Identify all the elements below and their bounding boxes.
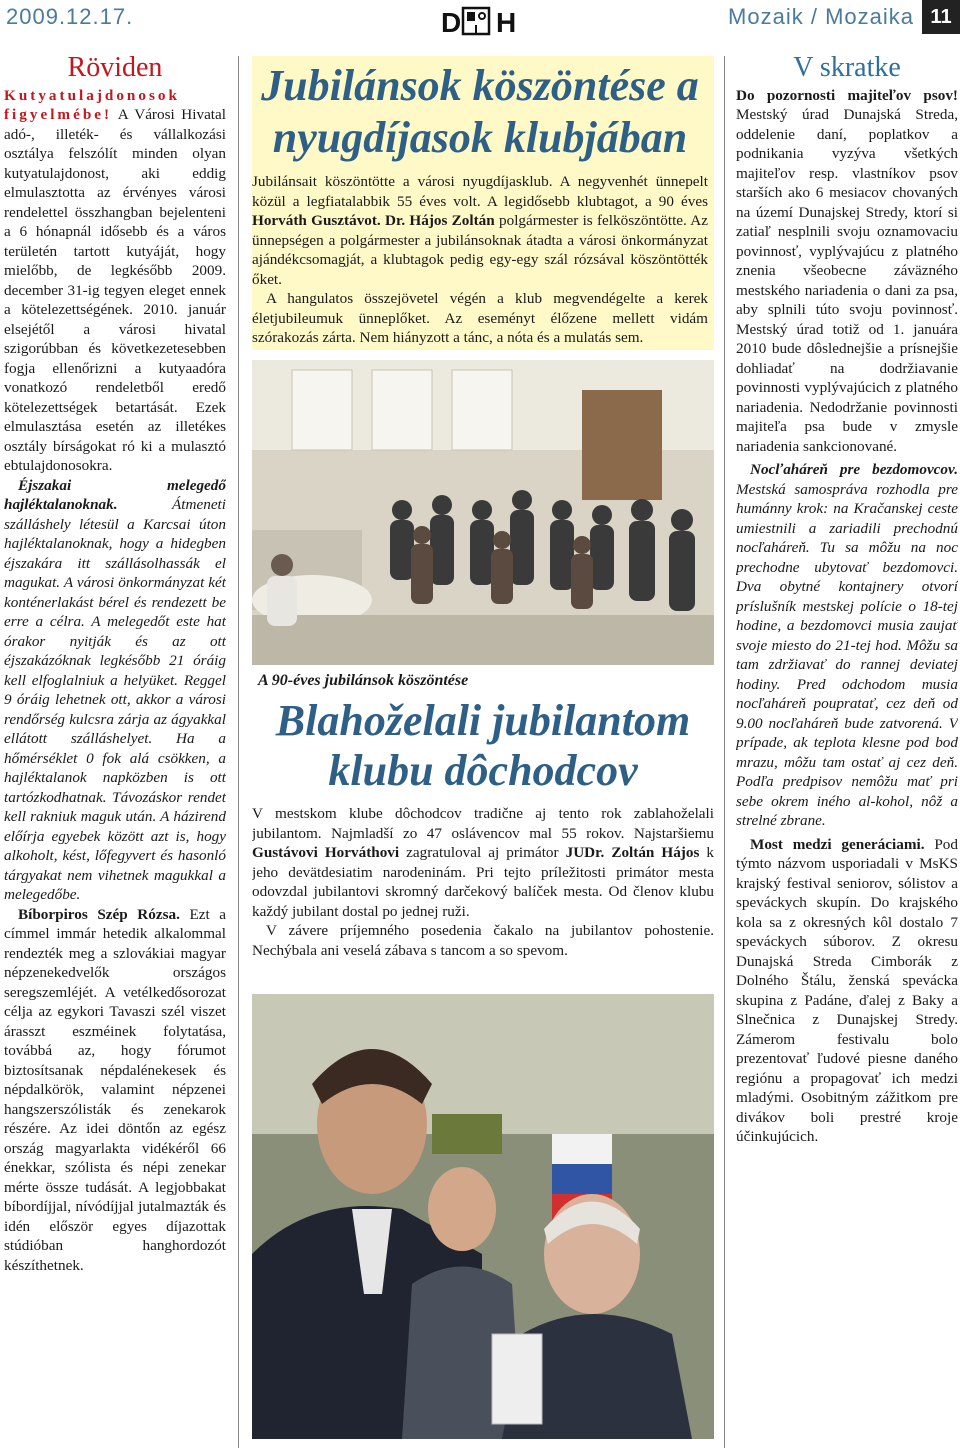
section-title-v-skratke: V skratke: [793, 54, 901, 83]
section-name: Mozaik / Mozaika: [728, 4, 914, 29]
issue-date: 2009.12.17.: [6, 4, 134, 29]
section-title-roviden: Röviden: [67, 54, 163, 83]
article-lead: Most medzi generáciami.: [750, 835, 925, 853]
intro-names: Horváth Gusztávot. Dr. Hájos Zoltán: [252, 212, 495, 229]
hungarian-article: [252, 56, 714, 350]
headline-hungarian: Jubilánsok köszöntése a nyugdíjasok klubjában: [261, 61, 699, 162]
column-main-article: [252, 56, 714, 1450]
column-roviden: [4, 54, 226, 1450]
column-divider-left: [238, 56, 239, 1448]
article-lead: Éjszakai melegedő hajléktalanoknak.: [4, 476, 226, 513]
photo-mayor-jubilant: [252, 994, 714, 1439]
article-lead: Kutyatulajdonosok figyelmébe!: [4, 86, 180, 123]
article-lead: Nocľaháreň pre bezdomovcov.: [750, 461, 958, 478]
svg-text:H: H: [496, 7, 517, 38]
sk-name: Gustávovi Horváthovi: [252, 844, 400, 861]
article-body: Ezt a címmel immár hetedik alkalommal rendezték meg a szlovákiai magyar népzenekedvelők országos seregszemléjét. A vetélkedősorozat célja az egykori Tavaszi szél viszet árasszt eszméinek folytatása, továbbá az, hogy fórumot biztosítsanak népdalénekesek és népdalkörök, valamint népzenei hangszerszólisták és zenekarok részére. Az idei döntőn az egész ország magyarlakta vidékéről 66 énekkar, szólista és népi zenekar mérte össze tudását. A legjobbakat bíbordíjjal, nívódíjjal jutalmazták és idén először egyes díjazottak stúdióban hanghordozót készíthetnek.: [4, 905, 226, 1274]
slovak-paragraph-1: [252, 804, 714, 921]
sk-text: V mestskom klube dôchodcov tradične aj tento rok zablahoželali jubilantom. Najmladší zo 47 oslávencov mal 55 rokov. Najstaršiemu: [252, 805, 714, 842]
article-lead: Bíborpiros Szép Rózsa.: [18, 905, 180, 923]
page-header: [0, 0, 960, 36]
article-body: A Városi Hivatal adó-, illeték- és vállalkozási osztálya felszólít minden olyan kutyatulajdonost, aki eddig elmulasztotta az érvényes városi rendelettel összhangban bejelenteni a 6 hónapnál idősebb és a város területén tartott kutyáját, hogy mielőbb, de legkésőbb 2009. december 31-ig tegyen eleget ennek a kötelezettségének. 2010. január elsejétől a városi hivatal szigorúbban és következetesebben fogja ellenőrizni a kutyaadóra vonatkozó rendeletből eredő kötelezettségek betartását. Ezek elmulasztása esetén az illetékes osztály bírságokat ró ki a mulasztó ebtulajdonosokra.: [4, 106, 226, 474]
photo-crowd-image: [252, 360, 714, 665]
sk-text: k jeho devätdesiatim narodeninám. Pri tejto príležitosti primátor mesta odovzdal jubilantovi skromný darčekový balíček mesta. Od členov klubu každý jubilant dostal po jednej ruži.: [252, 844, 714, 920]
article-body: Mestský úrad Dunajská Streda, oddelenie daní, poplatkov a podnikania vyzýva všetkých majiteľov resp. vlastníkov psov starších ako 6 mesiacov chovaných na území Dunajskej Stredy, ktorí si zatiaľ nesplnili svoju oznamovaciu povinnosť, vyplývajúcu z platného znenia všeobecne záväzného mestského nariadenia o dani za psa, aby splnili túto svoju povinnosť. Mestský úrad totiž od 1. januára 2010 bude dôslednejšie a prísnejšie dohliadať na dodržiavanie povinnosti vyplývajúcich z platného nariadenia. Nedodržanie povinnosti majiteľa psa bude v zmysle nariadenia sankcionované.: [736, 106, 958, 455]
article-shelter-sk: [736, 460, 958, 831]
intro-paragraph-2: A hangulatos összejövetel végén a klub megvendégelte a kerek életjubileumuk ünneplőket. Az eseményt élőzene mellett vidám szórakozás zárta. Nem hiányzott a tánc, a nóta és a mulatás sem.: [252, 290, 708, 346]
intro-text: polgármester is felköszöntötte. Az ünnepségen a polgármester a jubilánsoknak átadta a városi önkormányzat ajándékcsomagját, a klubtagok pedig egy-egy szál rózsával köszöntötték őket.: [252, 212, 708, 288]
sk-text: zagratuloval aj primátor: [399, 844, 566, 861]
article-dog-owners-sk: [736, 86, 958, 457]
photo-portrait-image: [252, 994, 714, 1439]
article-folk-music: [4, 905, 226, 1276]
headline-slovak: Blahoželali jubilantom klubu dôchodcov: [275, 696, 691, 795]
svg-text:D: D: [441, 7, 462, 38]
photo-club-celebration: [252, 360, 714, 665]
photo-caption: A 90-éves jubilánsok köszöntése: [258, 671, 469, 689]
intro-paragraph: [252, 172, 708, 289]
column-divider-right: [724, 56, 725, 1448]
column-v-skratke: [736, 54, 958, 1450]
deh-logo: [441, 4, 523, 38]
article-body: Pod týmto názvom usporiadali v MsKS krajský festival seniorov, sólistov a speváckych skupín. Do krajského kola sa z okresných kôl dostalo 7 speváckych súborov. Z okresu Dunajská Streda Cimborák z Dolného Štálu, ženská spevácka skupina z Padáne, ďalej z Baky a Slnečnica z Dunajskej Stredy. Zámerom festivalu bolo prezentovať ľudové piesne daného regiónu a propagovať ich medzi mladými. Osobitným zážitkom pre divákov boli prestré kroje účinkujúcich.: [736, 835, 958, 1145]
article-dog-owners: [4, 86, 226, 476]
intro-text: Jubilánsait köszöntötte a városi nyugdíjasklub. A negyvenhét ünnepelt közül a legfiatalabbik 55 éves volt. A legidősebb klubtagot, a 90 éves: [252, 173, 708, 210]
article-body: Átmeneti szálláshely létesül a Karcsai úton hajléktalanoknak, hogy a hidegben éjszakára itt szállásolhassák el magukat. A városi önkormányzat két konténerlakást bérel és rendezett be erre a célra. A melegedőt este hat órakor nyitják és az ott éjszakázóknak legkésőbb 21 óráig kell elfoglalniuk a helyüket. Reggel 9 óráig lehetnek ott, akkor a városi rendőrség kulcsra zárja az ágyakkal ellátott szálláshelyet. Ha a hőmérséklet 0 fok alá csökken, a hajléktalanok napközben is ott tartózkodhatnak. Távozáskor rendet kell rakniuk maguk után. A házirend előírja egyebek között azt is, hogy alkoholt, kést, lőfegyvert és hasonló tárgyakat nem vihetnek magukkal a melegedőbe.: [4, 496, 226, 903]
page-number: 11: [922, 0, 960, 34]
sk-name: JUDr. Zoltán Hájos: [565, 844, 700, 861]
article-body: Mestská samospráva rozhodla pre humánny krok: na Kračanskej ceste umiestnili a zariadili prechodnú nocľaháreň. Tu sa môžu na noc prechodne ubytovať bezdomovci. Dva obytné kontajnery otvorí príslušník mestskej polície o 18-tej hodine, a bezdomovci musia zaujať svoje miesto do 21-tej hod. Môžu sa tam zdržiavať do rannej deviatej hodiny. Pred odchodom musia nocľaháreň poupratať, cez deň od 9.00 nocľaháreň bude zatvorená. V prípade, ak teplota klesne pod bod mrazu, môžu tam ostať aj cez deň. Podľa predpisov nemôžu mať pri sebe okrem iného al-kohol, nôž a strelné zbrane.: [736, 480, 958, 829]
article-festival-sk: [736, 835, 958, 1147]
article-shelter: [4, 476, 226, 905]
slovak-paragraph-2: V závere príjemného posedenia čakalo na jubilantov pohostenie. Nechýbala ani veselá zábava s tancom a so spevom.: [252, 922, 714, 959]
article-lead: Do pozornosti majiteľov psov!: [736, 86, 958, 104]
